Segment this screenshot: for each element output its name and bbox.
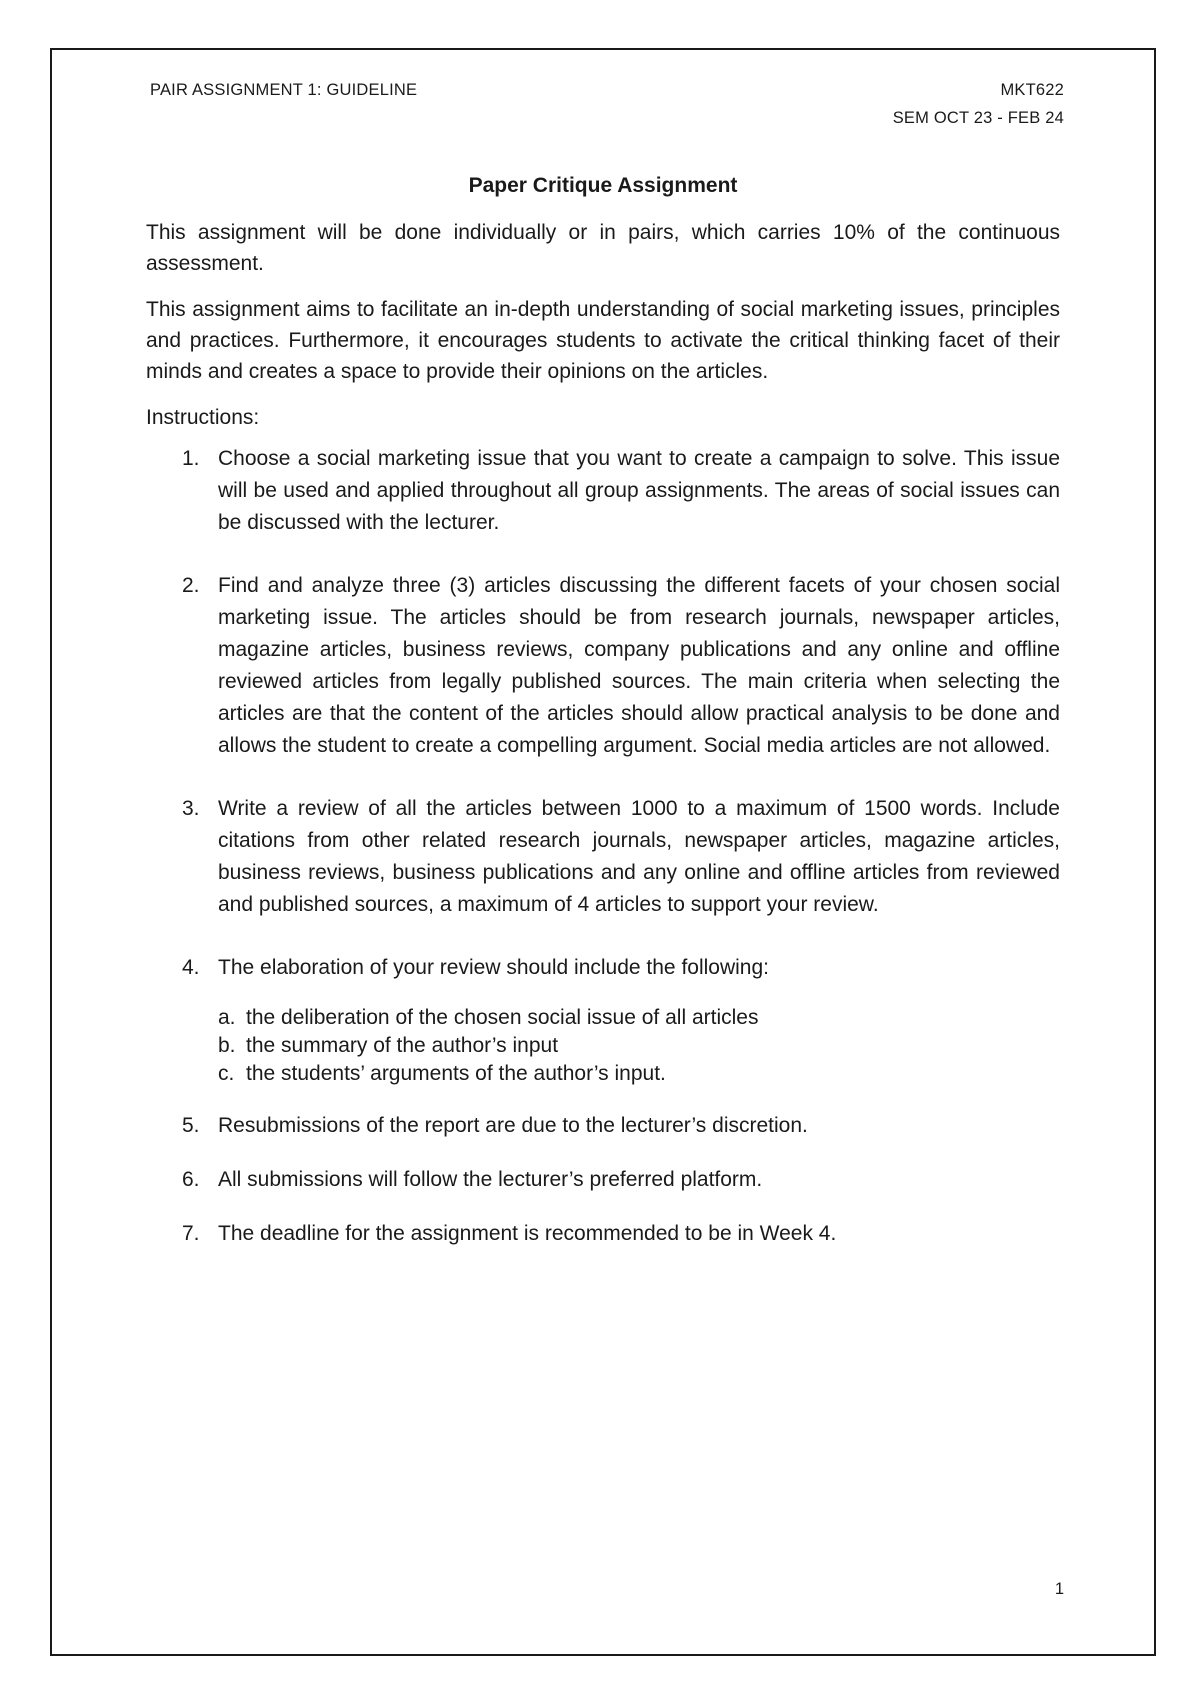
- aim-paragraph: This assignment aims to facilitate an in-depth understanding of social marketing issues, principles and practices. Furthermore, it encourages students to activate the critical thinking facet of their minds and creates a space to provide their opinions on the articles.: [146, 298, 1060, 383]
- document-body: [146, 170, 1060, 1250]
- sub-item-letter: b.: [218, 1034, 236, 1057]
- instruction-number: 7.: [182, 1222, 200, 1245]
- sub-item-letter: a.: [218, 1006, 236, 1029]
- sub-item: [218, 1060, 1060, 1088]
- header-assignment-label: PAIR ASSIGNMENT 1: GUIDELINE: [150, 81, 418, 99]
- instruction-item: [146, 570, 1060, 762]
- sub-item-text: the deliberation of the chosen social issue of all articles: [246, 1006, 759, 1029]
- instruction-text: Write a review of all the articles between 1000 to a maximum of 1500 words. Include citations from other related research journals, newspaper articles, magazine articles, business reviews, business publications and any online and offline articles from reviewed and published sources, a maximum of 4 articles to support your review.: [218, 797, 1060, 916]
- semester-label: SEM OCT 23 - FEB 24: [892, 109, 1064, 127]
- sub-item-text: the students’ arguments of the author’s input.: [246, 1062, 666, 1085]
- document-title: Paper Critique Assignment: [468, 174, 738, 197]
- instruction-number: 1.: [182, 447, 200, 470]
- instruction-number: 5.: [182, 1114, 200, 1137]
- instruction-text: The deadline for the assignment is recommended to be in Week 4.: [218, 1222, 837, 1245]
- instruction-item: [146, 443, 1060, 539]
- sub-list: [218, 1004, 1060, 1088]
- instruction-text: Resubmissions of the report are due to the lecturer’s discretion.: [218, 1114, 808, 1137]
- instruction-number: 2.: [182, 574, 200, 597]
- page-number: 1: [1054, 1580, 1064, 1598]
- instructions-heading: Instructions:: [146, 406, 260, 429]
- instructions-list: [146, 443, 1060, 1250]
- sub-item: [218, 1032, 1060, 1060]
- instruction-text: Find and analyze three (3) articles discussing the different facets of your chosen social marketing issue. The articles should be from research journals, newspaper articles, magazine articles, business reviews, company publications and any online and offline reviewed articles from legally published sources. The main criteria when selecting the articles are that the content of the articles should allow practical analysis to be done and allows the student to create a compelling argument. Social media articles are not allowed.: [218, 574, 1060, 757]
- sub-item-letter: c.: [218, 1062, 235, 1085]
- instruction-item: [146, 952, 1060, 1088]
- instruction-item: [146, 1110, 1060, 1142]
- sub-item-text: the summary of the author’s input: [246, 1034, 559, 1057]
- instruction-text: Choose a social marketing issue that you want to create a campaign to solve. This issue will be used and applied throughout all group assignments. The areas of social issues can be discussed with the lecturer.: [218, 447, 1060, 534]
- sub-item: [218, 1004, 1060, 1032]
- instruction-item: [146, 793, 1060, 921]
- instruction-item: [146, 1164, 1060, 1196]
- intro-paragraph: This assignment will be done individually or in pairs, which carries 10% of the continuous assessment.: [146, 221, 1060, 275]
- instruction-text: The elaboration of your review should include the following:: [218, 956, 769, 979]
- instruction-text: All submissions will follow the lecturer’s preferred platform.: [218, 1168, 763, 1191]
- instruction-number: 6.: [182, 1168, 200, 1191]
- header-course-info: [893, 76, 1064, 132]
- instruction-number: 4.: [182, 956, 200, 979]
- instruction-item: [146, 1218, 1060, 1250]
- instruction-number: 3.: [182, 797, 200, 820]
- course-code: MKT622: [1000, 81, 1064, 99]
